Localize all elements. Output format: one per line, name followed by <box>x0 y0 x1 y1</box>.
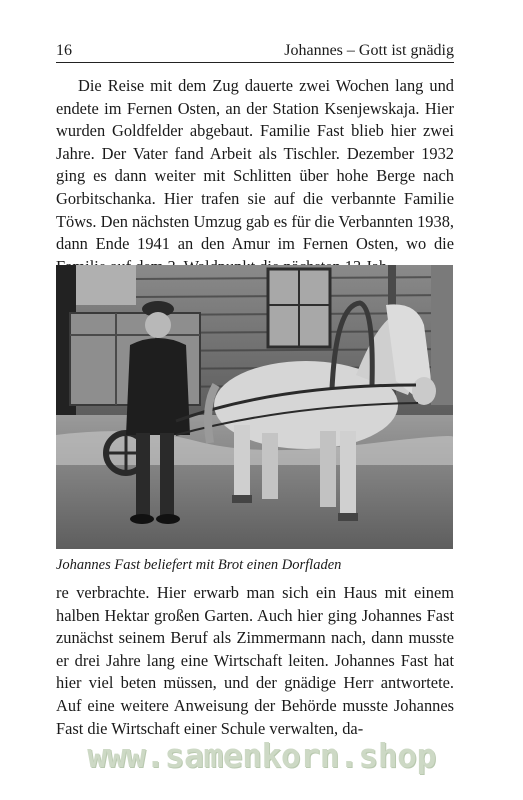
page-number: 16 <box>56 42 72 59</box>
running-title: Johannes – Gott ist gnädig <box>284 42 454 59</box>
body-paragraph-1: Die Reise mit dem Zug dauerte zwei Wochen lang und endete im Fernen Osten, an der Station Ksenjewskaja. Hier wurden Goldfelder abgebaut. Familie Fast blieb hier zwei Jahre. Der Vater fand Arbeit als Tischler. Dezember 1932 ging es dann weiter mit Schlitten über hohe Berge nach Gorbitschanka. Hier trafen sie auf die verbannte Familie Töws. Den nächsten Umzug gab es für die Verbannten 1938, dann Ende 1941 an den Amur im Fernen Osten, wo die <box>56 76 454 254</box>
body-paragraph-2: re verbrachte. Hier erwarb man sich ein Haus mit einem halben Hektar großen Garten. Auch hier ging Johannes Fast zunächst seinem Beruf als Zimmermann nach, dann musste er drei Jahre lang eine Wirtschaft leiten. Johannes Fast hat hier viel beten müssen, und der gnädige Herr antwortete. Auf eine weitere Anweisung der Behörde musste Johannes Fast die Wirtschaft einer Schule verwalten, da- <box>56 583 454 738</box>
shop-watermark: www.samenkorn.shop <box>87 736 436 775</box>
historical-photo <box>56 265 453 549</box>
running-head <box>56 40 454 63</box>
photo-caption: Johannes Fast beliefert mit Brot einen Dorfladen <box>56 557 342 573</box>
